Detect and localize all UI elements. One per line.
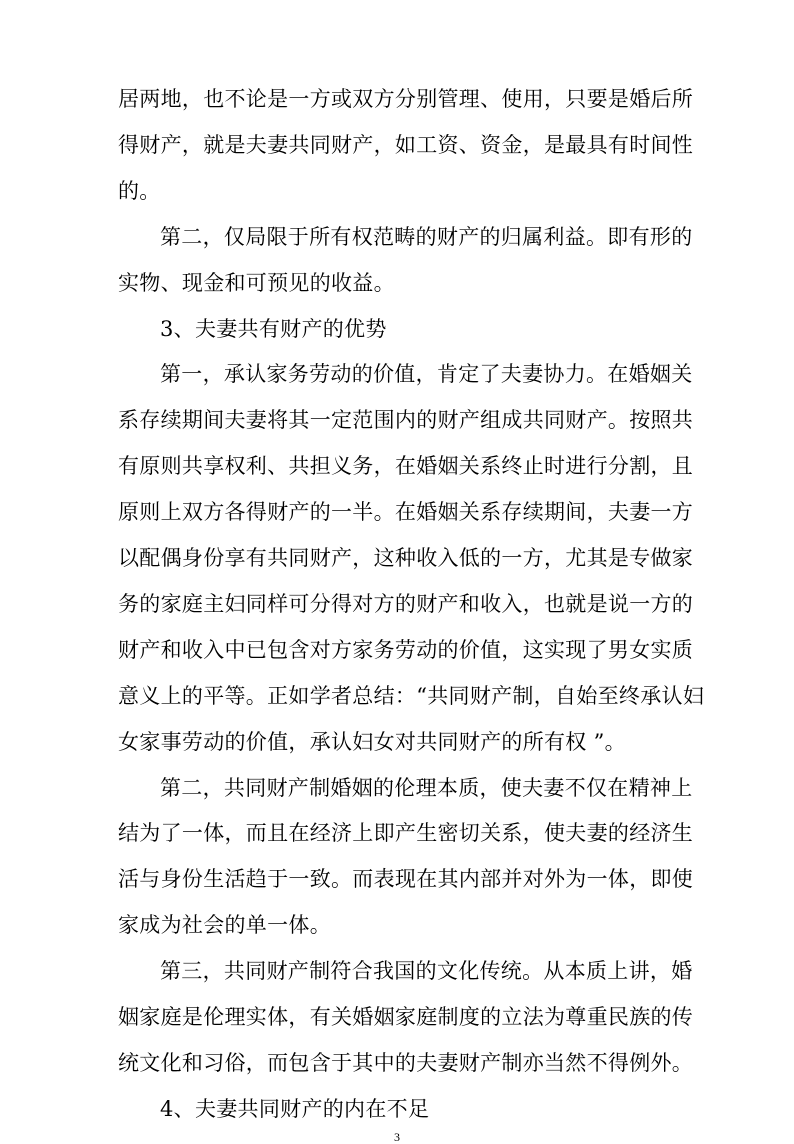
text-line: 有原则共享权利、共担义务，在婚姻关系终止时进行分割，且 [118,454,694,478]
paragraph-start: 第二，共同财产制婚姻的伦理本质，使夫妻不仅在精神上 [160,776,693,800]
text-line: 女家事劳动的价值，承认妇女对共同财产的所有权 ”。 [118,730,626,754]
text-line: 系存续期间夫妻将其一定范围内的财产组成共同财产。按照共 [118,408,694,432]
text-line: 财产和收入中已包含对方家务劳动的价值，这实现了男女实质 [118,638,694,662]
paragraph-start: 第一，承认家务劳动的价值，肯定了夫妻协力。在婚姻关 [160,362,693,386]
paragraph-start: 第二，仅局限于所有权范畴的财产的归属利益。即有形的 [160,225,693,249]
paragraph-start: 第三，共同财产制符合我国的文化传统。从本质上讲，婚 [160,959,693,983]
text-line: 统文化和习俗，而包含于其中的夫妻财产制亦当然不得例外。 [118,1051,694,1075]
section-heading: 4、夫妻共同财产的内在不足 [160,1097,430,1121]
section-heading: 3、夫妻共有财产的优势 [160,317,387,341]
text-line: 意义上的平等。正如学者总结：“共同财产制，自始至终承认妇 [118,684,705,708]
text-line: 得财产，就是夫妻共同财产，如工资、资金，是最具有时间性 [118,133,694,157]
text-line: 的。 [118,179,161,203]
text-line: 原则上双方各得财产的一半。在婚姻关系存续期间，夫妻一方 [118,500,694,524]
text-line: 务的家庭主妇同样可分得对方的财产和收入，也就是说一方的 [118,592,694,616]
text-line: 活与身份生活趋于一致。而表现在其内部并对外为一体，即使 [118,867,694,891]
text-line: 姻家庭是伦理实体，有关婚姻家庭制度的立法为尊重民族的传 [118,1005,694,1029]
page-number: 3 [394,1130,400,1144]
text-line: 以配偶身份享有共同财产，这种收入低的一方，尤其是专做家 [118,546,694,570]
text-line: 结为了一体，而且在经济上即产生密切关系，使夫妻的经济生 [118,821,694,845]
text-line: 家成为社会的单一体。 [118,913,331,937]
text-line: 居两地，也不论是一方或双方分别管理、使用，只要是婚后所 [118,87,694,111]
text-line: 实物、现金和可预见的收益。 [118,271,395,295]
